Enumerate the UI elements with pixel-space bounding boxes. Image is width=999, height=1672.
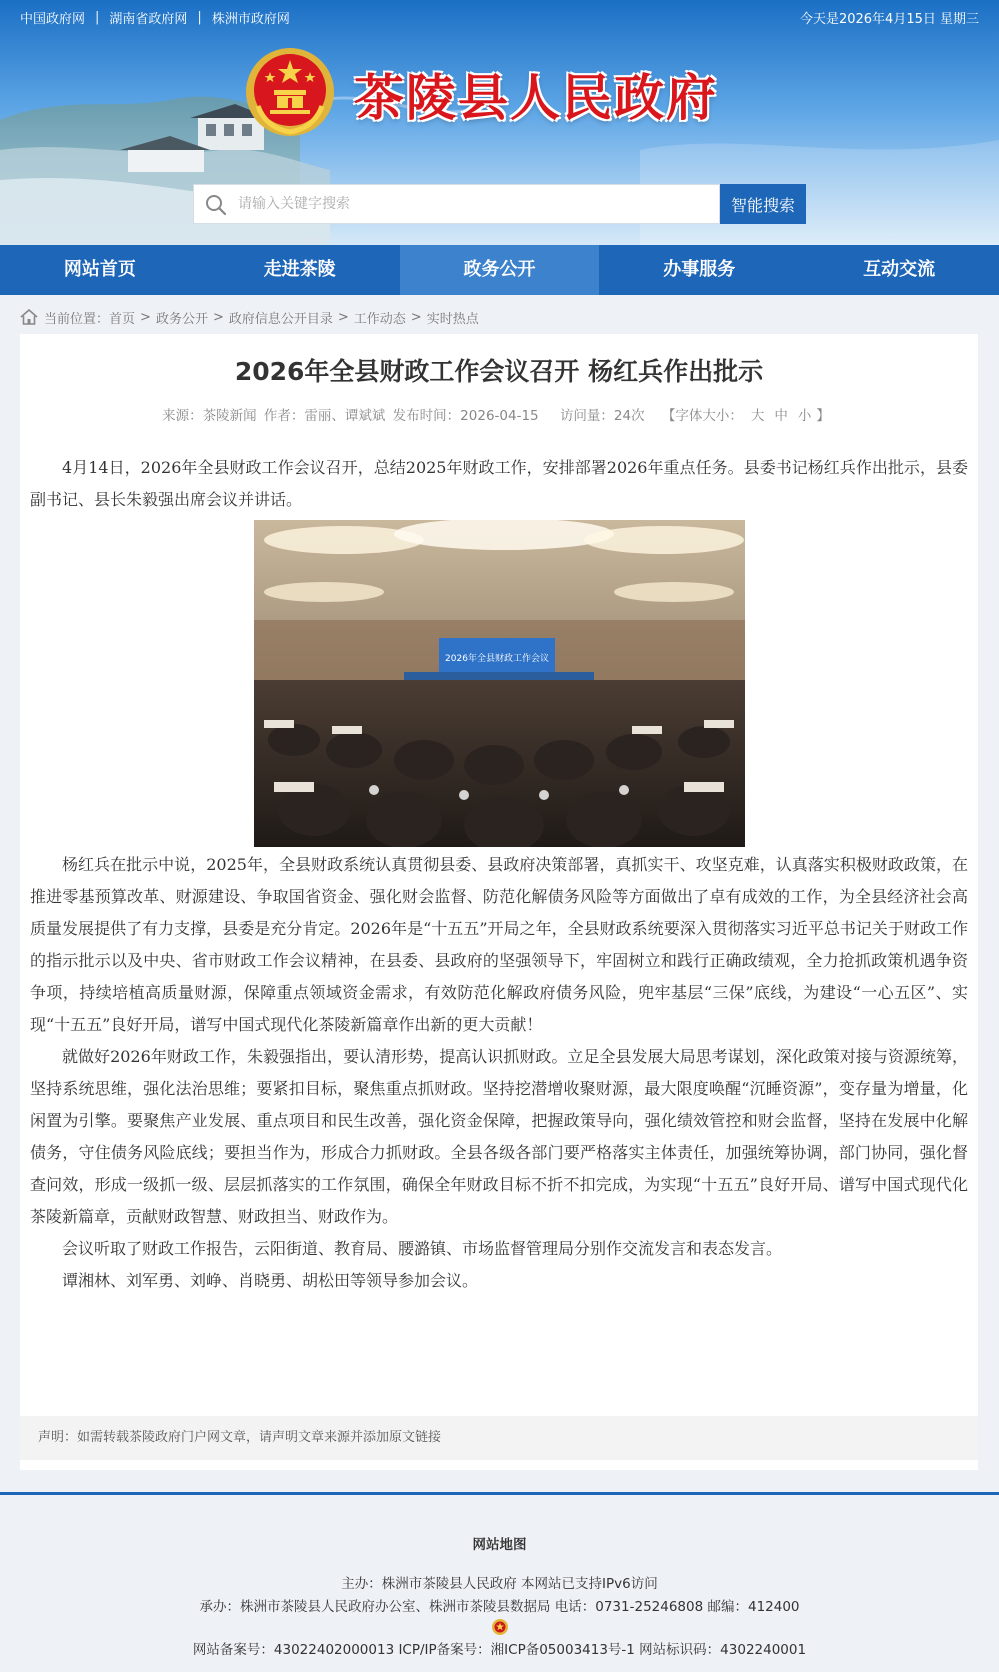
article-meta [20, 404, 978, 424]
police-badge-icon [491, 1618, 509, 1636]
article-body [30, 452, 968, 1297]
meta-visits: 访问量：24次 [559, 408, 645, 424]
breadcrumb-separator: > [212, 309, 224, 325]
nav-item-home[interactable]: 网站首页 [63, 259, 136, 280]
font-size-label: 【字体大小： [661, 408, 743, 424]
footer-organizer: 承办：株洲市茶陵县人民政府办公室、株洲市茶陵县数据局 电话：0731-25246808 邮编：412400 [199, 1599, 800, 1615]
breadcrumb-info-catalog[interactable]: 政府信息公开目录 [228, 311, 333, 327]
current-date: 今天是2026年4月15日 星期三 [799, 12, 979, 27]
article-paragraph: 会议听取了财政工作报告，云阳街道、教育局、腰潞镇、市场监督管理局分别作交流发言和表态发言。 [62, 1239, 783, 1258]
top-link-divider: | [95, 10, 100, 25]
reprint-notice: 声明：如需转载茶陵政府门户网文章，请声明文章来源并添加原文链接 [20, 1416, 978, 1460]
breadcrumb-separator: > [140, 309, 151, 325]
stage-screen-text: 2026年全县财政工作会议 [444, 654, 549, 664]
article-paragraph: 4月14日，2026年全县财政工作会议召开，总结2025年财政工作，安排部署2026年重点任务。县委书记杨红兵作出批示，县委副书记、县长朱毅强出席会议并讲话。 [30, 458, 968, 509]
footer-icp: 网站备案号：43022402000013 ICP/IP备案号：湘ICP备05003413号-1 网站标识码：4302240001 [192, 1642, 807, 1658]
search-icon [204, 193, 228, 217]
site-title: 茶陵县人民政府 [354, 68, 718, 127]
article-paragraph: 谭湘林、刘军勇、刘峥、肖晓勇、胡松田等领导参加会议。 [62, 1271, 479, 1290]
font-size-control [662, 408, 833, 424]
font-size-medium-link[interactable]: 中 [774, 408, 788, 424]
article-paragraph: 杨红兵在批示中说，2025年，全县财政系统认真贯彻县委、县政府决策部署，真抓实干、攻坚克难，认真落实积极财政政策，在推进零基预算改革、财源建设、争取国省资金、强化财会监督、防范化解债务风险等方面做出了卓有成效的工作，为全县经济社会高质量发展提供了有力支撑，县委是充分肯定。2026年是“十五五”开局之年，全县财政系统要深入贯彻落实习近平总书记关于财政工作的指示批示以及中央、省市财政工作会议精神，在县委、县政府的坚强领导下，牢固树立和践行正确政绩观，全力抢抓政策机遇争资争项，持续培植高质量财源，保障重点领域资金需求，有效防范化解政府债务风险，兜牢基层“三保”底线，为建设“一心五区”、实现“十五五”良好开局，谱写中国式现代化茶陵新篇章作出新的更大贡献！ [30, 855, 968, 1034]
article-paragraph: 就做好2026年财政工作，朱毅强指出，要认清形势，提高认识抓财政。立足全县发展大局思考谋划，深化政策对接与资源统筹，坚持系统思维，强化法治思维；要紧扣目标，聚焦重点抓财政。坚持挖潜增收聚财源，最大限度唤醒“沉睡资源”，变存量为增量，化闲置为引擎。要聚焦产业发展、重点项目和民生改善，强化资金保障，把握政策导向，强化绩效管控和财会监督，坚持在发展中化解债务，守住债务风险底线；要担当作为，形成合力抓财政。全县各级各部门要严格落实主体责任，加强统筹协调，部门协同，强化督查问效，形成一级抓一级、层层抓落实的工作氛围，确保全年财政目标不折不扣完成，为实现“十五五”良好开局、谱写中国式现代化茶陵新篇章，贡献财政智慧、财政担当、财政作为。 [30, 1047, 968, 1226]
nav-item-about[interactable]: 走进茶陵 [263, 259, 336, 280]
sitemap-link[interactable]: 网站地图 [472, 1537, 527, 1553]
breadcrumb-home[interactable]: 首页 [109, 311, 136, 327]
font-size-close: 】 [816, 408, 830, 424]
top-link-hunan[interactable]: 湖南省政府网 [109, 12, 188, 27]
national-emblem-icon [244, 46, 336, 138]
site-footer [0, 1492, 999, 1672]
font-size-small-link[interactable]: 小 [797, 408, 812, 424]
meta-source: 来源：茶陵新闻 [162, 408, 257, 424]
site-header [0, 0, 999, 245]
search-input[interactable] [238, 185, 708, 223]
breadcrumb-prefix: 当前位置： [44, 311, 110, 327]
nav-item-services[interactable]: 办事服务 [663, 259, 736, 280]
top-link-zhuzhou[interactable]: 株洲市政府网 [211, 12, 290, 27]
main-nav [0, 245, 999, 295]
breadcrumb-separator: > [337, 309, 349, 325]
smart-search-button[interactable]: 智能搜索 [720, 184, 806, 224]
nav-item-gov-affairs[interactable]: 政务公开 [400, 245, 600, 295]
conference-photo [254, 520, 745, 847]
top-links [20, 8, 290, 27]
nav-item-interaction[interactable]: 互动交流 [863, 259, 936, 280]
top-link-gov[interactable]: 中国政府网 [20, 12, 86, 27]
font-size-large-link[interactable]: 大 [750, 408, 765, 424]
meta-published: 发布时间：2026-04-15 [392, 408, 539, 424]
breadcrumb-separator: > [410, 309, 422, 325]
breadcrumb-hot-topics[interactable]: 实时热点 [426, 311, 479, 327]
article-title: 2026年全县财政工作会议召开 杨红兵作出批示 [234, 357, 764, 386]
top-bar [0, 0, 999, 34]
article-panel [20, 334, 978, 1470]
conference-photo-image [254, 520, 745, 847]
breadcrumb-work-news[interactable]: 工作动态 [353, 311, 406, 327]
footer-sponsor: 主办：株洲市茶陵县人民政府 本网站已支持IPv6访问 [341, 1576, 658, 1592]
top-link-divider: | [197, 10, 202, 25]
meta-author: 作者：雷丽、谭斌斌 [263, 408, 386, 424]
search-box [193, 184, 720, 224]
breadcrumb-gov-affairs[interactable]: 政务公开 [155, 311, 208, 327]
home-icon [20, 309, 38, 325]
breadcrumb [20, 305, 479, 329]
